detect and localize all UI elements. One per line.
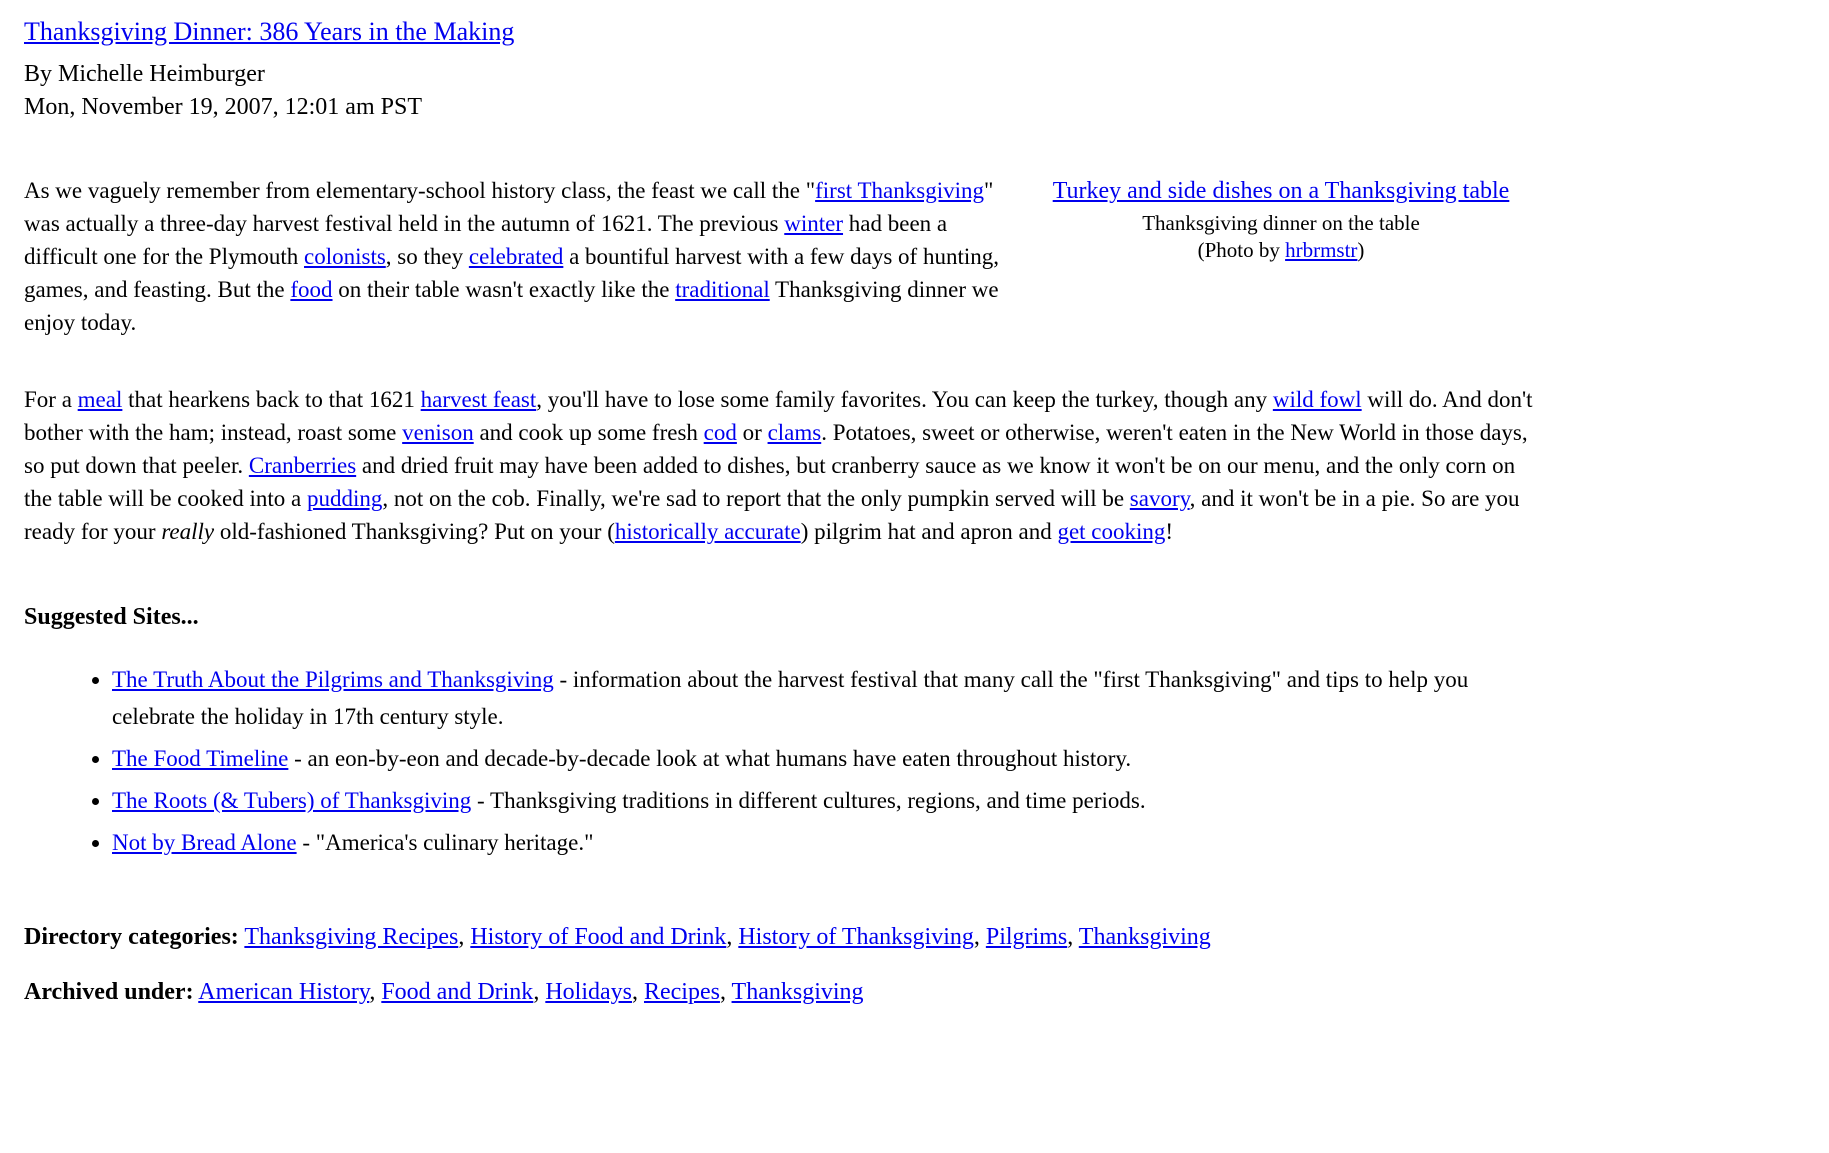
photo-credit-prefix: (Photo by <box>1197 238 1286 262</box>
directory-category-link[interactable]: Thanksgiving Recipes <box>244 924 459 950</box>
inline-link[interactable]: pudding <box>306 486 383 511</box>
directory-category-link[interactable]: Pilgrims <box>985 924 1068 950</box>
inline-link[interactable]: get cooking <box>1057 519 1166 544</box>
suggested-sites-heading: Suggested Sites... <box>24 604 199 630</box>
inline-link[interactable]: colonists <box>304 244 386 269</box>
suggested-site-item <box>112 661 1545 735</box>
photo-alt-link[interactable]: Turkey and side dishes on a Thanksgiving table <box>1052 178 1510 204</box>
inline-link[interactable]: cod <box>703 420 737 445</box>
archive-category-link[interactable]: Recipes <box>643 979 720 1005</box>
suggested-site-description: - "America's culinary heritage." <box>296 830 594 855</box>
inline-link[interactable]: venison <box>402 420 474 445</box>
inline-link[interactable]: first Thanksgiving <box>815 178 984 203</box>
photo-caption-line1: Thanksgiving dinner on the table <box>1142 211 1420 235</box>
suggested-site-item <box>112 782 1545 819</box>
directory-categories-line <box>24 921 1545 954</box>
archived-under-line <box>24 976 1545 1009</box>
photo-credit-suffix: ) <box>1357 238 1365 262</box>
intro-paragraph <box>24 174 1545 339</box>
archive-category-link[interactable]: Holidays <box>545 979 632 1005</box>
directory-categories-links: Thanksgiving Recipes, History of Food and Drink, History of Thanksgiving, Pilgrims, Thanksgiving <box>244 924 1211 950</box>
suggested-site-link[interactable]: The Truth About the Pilgrims and Thanksgiving <box>112 667 554 692</box>
inline-link[interactable]: historically accurate <box>614 519 801 544</box>
directory-categories-label: Directory categories: <box>24 924 239 950</box>
directory-category-link[interactable]: History of Food and Drink <box>470 924 727 950</box>
photo-caption-line2 <box>1198 238 1365 262</box>
emphasis-text: really <box>161 519 215 544</box>
suggested-site-link[interactable]: Not by Bread Alone <box>112 830 297 855</box>
suggested-site-description: - an eon-by-eon and decade-by-decade look at what humans have eaten throughout history. <box>288 746 1132 771</box>
byline: By Michelle Heimburger <box>24 61 265 87</box>
suggested-site-description: - information about the harvest festival that many call the "first Thanksgiving" and tips to help you celebrate the holiday in 17th century style. <box>112 667 1469 729</box>
inline-link[interactable]: clams <box>767 420 822 445</box>
article-title-link[interactable]: Thanksgiving Dinner: 386 Years in the Making <box>24 17 515 46</box>
inline-link[interactable]: savory <box>1129 486 1190 511</box>
suggested-site-item <box>112 824 1545 861</box>
photo-caption <box>1017 210 1545 264</box>
photo-credit-link[interactable]: hrbrmstr <box>1285 238 1358 262</box>
archive-category-link[interactable]: Thanksgiving <box>731 979 864 1005</box>
inline-link[interactable]: harvest feast <box>420 387 537 412</box>
inline-link[interactable]: winter <box>784 211 844 236</box>
intro-paragraph-text: As we vaguely remember from elementary-school history class, the feast we call the "first Thanksgiving" was actually a three-day harvest festival held in the autumn of 1621. The previous winter had been a difficult one for the Plymouth colonists, so they celebrated a bountiful harvest with a few days of hunting, games, and feasting. But the food on their table wasn't exactly like the traditional Thanksgiving dinner we enjoy today. <box>24 178 999 335</box>
archive-category-link[interactable]: American History <box>198 979 370 1005</box>
photo-block <box>1017 174 1545 264</box>
archived-under-links: American History, Food and Drink, Holidays, Recipes, Thanksgiving <box>198 979 864 1005</box>
inline-link[interactable]: traditional <box>675 277 770 302</box>
suggested-site-link[interactable]: The Roots (& Tubers) of Thanksgiving <box>112 788 472 813</box>
menu-paragraph: For a meal that hearkens back to that 1621 harvest feast, you'll have to lose some family favorites. You can keep the turkey, though any wild fowl will do. And don't bother with the ham; instead, roast some venison and cook up some fresh cod or clams. Potatoes, sweet or otherwise, weren't eaten in the New World in those days, so put down that peeler. Cranberries and dried fruit may have been added to dishes, but cranberry sauce as we know it won't be on our menu, and the only corn on the table will be cooked into a pudding, not on the cob. Finally, we're sad to report that the only pumpkin served will be savory, and it won't be in a pie. So are you ready for your really old-fashioned Thanksgiving? Put on your (historically accurate) pilgrim hat and apron and get cooking! <box>24 387 1533 544</box>
archive-category-link[interactable]: Food and Drink <box>381 979 534 1005</box>
archived-under-label: Archived under: <box>24 979 194 1005</box>
suggested-site-item <box>112 740 1545 777</box>
inline-link[interactable]: celebrated <box>468 244 564 269</box>
inline-link[interactable]: food <box>290 277 333 302</box>
suggested-site-link[interactable]: The Food Timeline <box>112 746 289 771</box>
directory-category-link[interactable]: Thanksgiving <box>1078 924 1211 950</box>
inline-link[interactable]: wild fowl <box>1272 387 1362 412</box>
inline-link[interactable]: Cranberries <box>248 453 357 478</box>
directory-category-link[interactable]: History of Thanksgiving <box>738 924 974 950</box>
inline-link[interactable]: meal <box>77 387 123 412</box>
suggested-site-description: - Thanksgiving traditions in different cultures, regions, and time periods. <box>471 788 1146 813</box>
suggested-sites-list <box>24 661 1545 861</box>
publish-date: Mon, November 19, 2007, 12:01 am PST <box>24 94 422 120</box>
